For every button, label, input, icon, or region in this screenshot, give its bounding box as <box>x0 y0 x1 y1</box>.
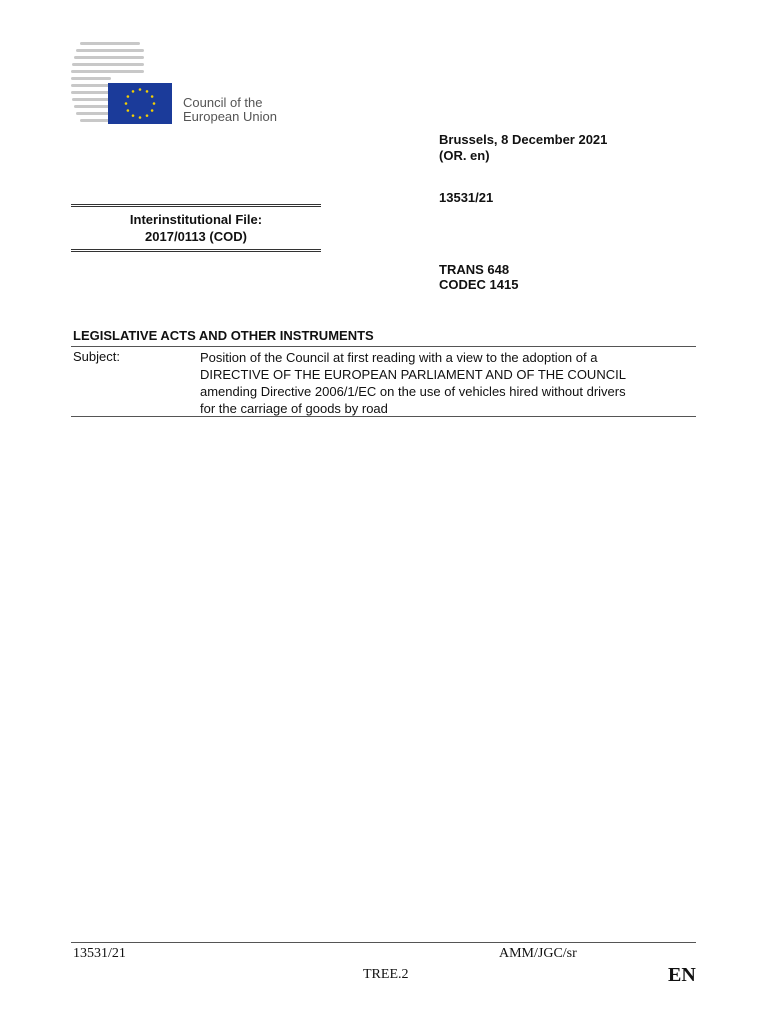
footer-directorate: TREE.2 <box>363 967 409 982</box>
subject-divider <box>71 416 696 417</box>
document-title: LEGISLATIVE ACTS AND OTHER INSTRUMENTS <box>73 328 374 343</box>
eu-star-icon <box>151 95 154 98</box>
interinstitutional-label: Interinstitutional File: <box>129 212 263 227</box>
organisation-name-line1: Council of the <box>183 95 263 110</box>
code-codec: CODEC 1415 <box>439 277 519 292</box>
eu-star-icon <box>132 90 135 93</box>
organisation-name <box>183 96 277 124</box>
eu-star-icon <box>125 102 128 105</box>
interinstitutional-file-box <box>71 204 321 252</box>
footer-divider <box>71 942 696 943</box>
eu-star-icon <box>139 88 142 91</box>
original-language: (OR. en) <box>439 148 490 163</box>
subject-line: DIRECTIVE OF THE EUROPEAN PARLIAMENT AND OF THE COUNCIL <box>200 367 626 382</box>
code-trans: TRANS 648 <box>439 262 510 277</box>
subject-line: Position of the Council at first reading with a view to the adoption of a <box>200 350 598 365</box>
language-mark: EN <box>668 964 696 986</box>
eu-star-icon <box>139 116 142 119</box>
eu-star-icon <box>146 90 149 93</box>
place-date: Brussels, 8 December 2021 <box>439 132 608 147</box>
subject-line: for the carriage of goods by road <box>200 401 388 416</box>
subject-label: Subject: <box>73 349 120 364</box>
document-number: 13531/21 <box>439 190 494 205</box>
eu-star-icon <box>132 114 135 117</box>
eu-star-icon <box>127 95 130 98</box>
footer-document-number: 13531/21 <box>73 946 126 961</box>
title-divider <box>71 346 696 347</box>
eu-star-icon <box>127 109 130 112</box>
subject-line: amending Directive 2006/1/EC on the use of vehicles hired without drivers <box>200 384 626 399</box>
eu-star-icon <box>151 109 154 112</box>
footer-initials: AMM/JGC/sr <box>499 946 577 961</box>
organisation-name-line2: European Union <box>183 109 277 124</box>
subject-text <box>200 349 695 417</box>
eu-star-icon <box>146 114 149 117</box>
interinstitutional-value: 2017/0113 (COD) <box>145 229 247 244</box>
eu-star-icon <box>153 102 156 105</box>
